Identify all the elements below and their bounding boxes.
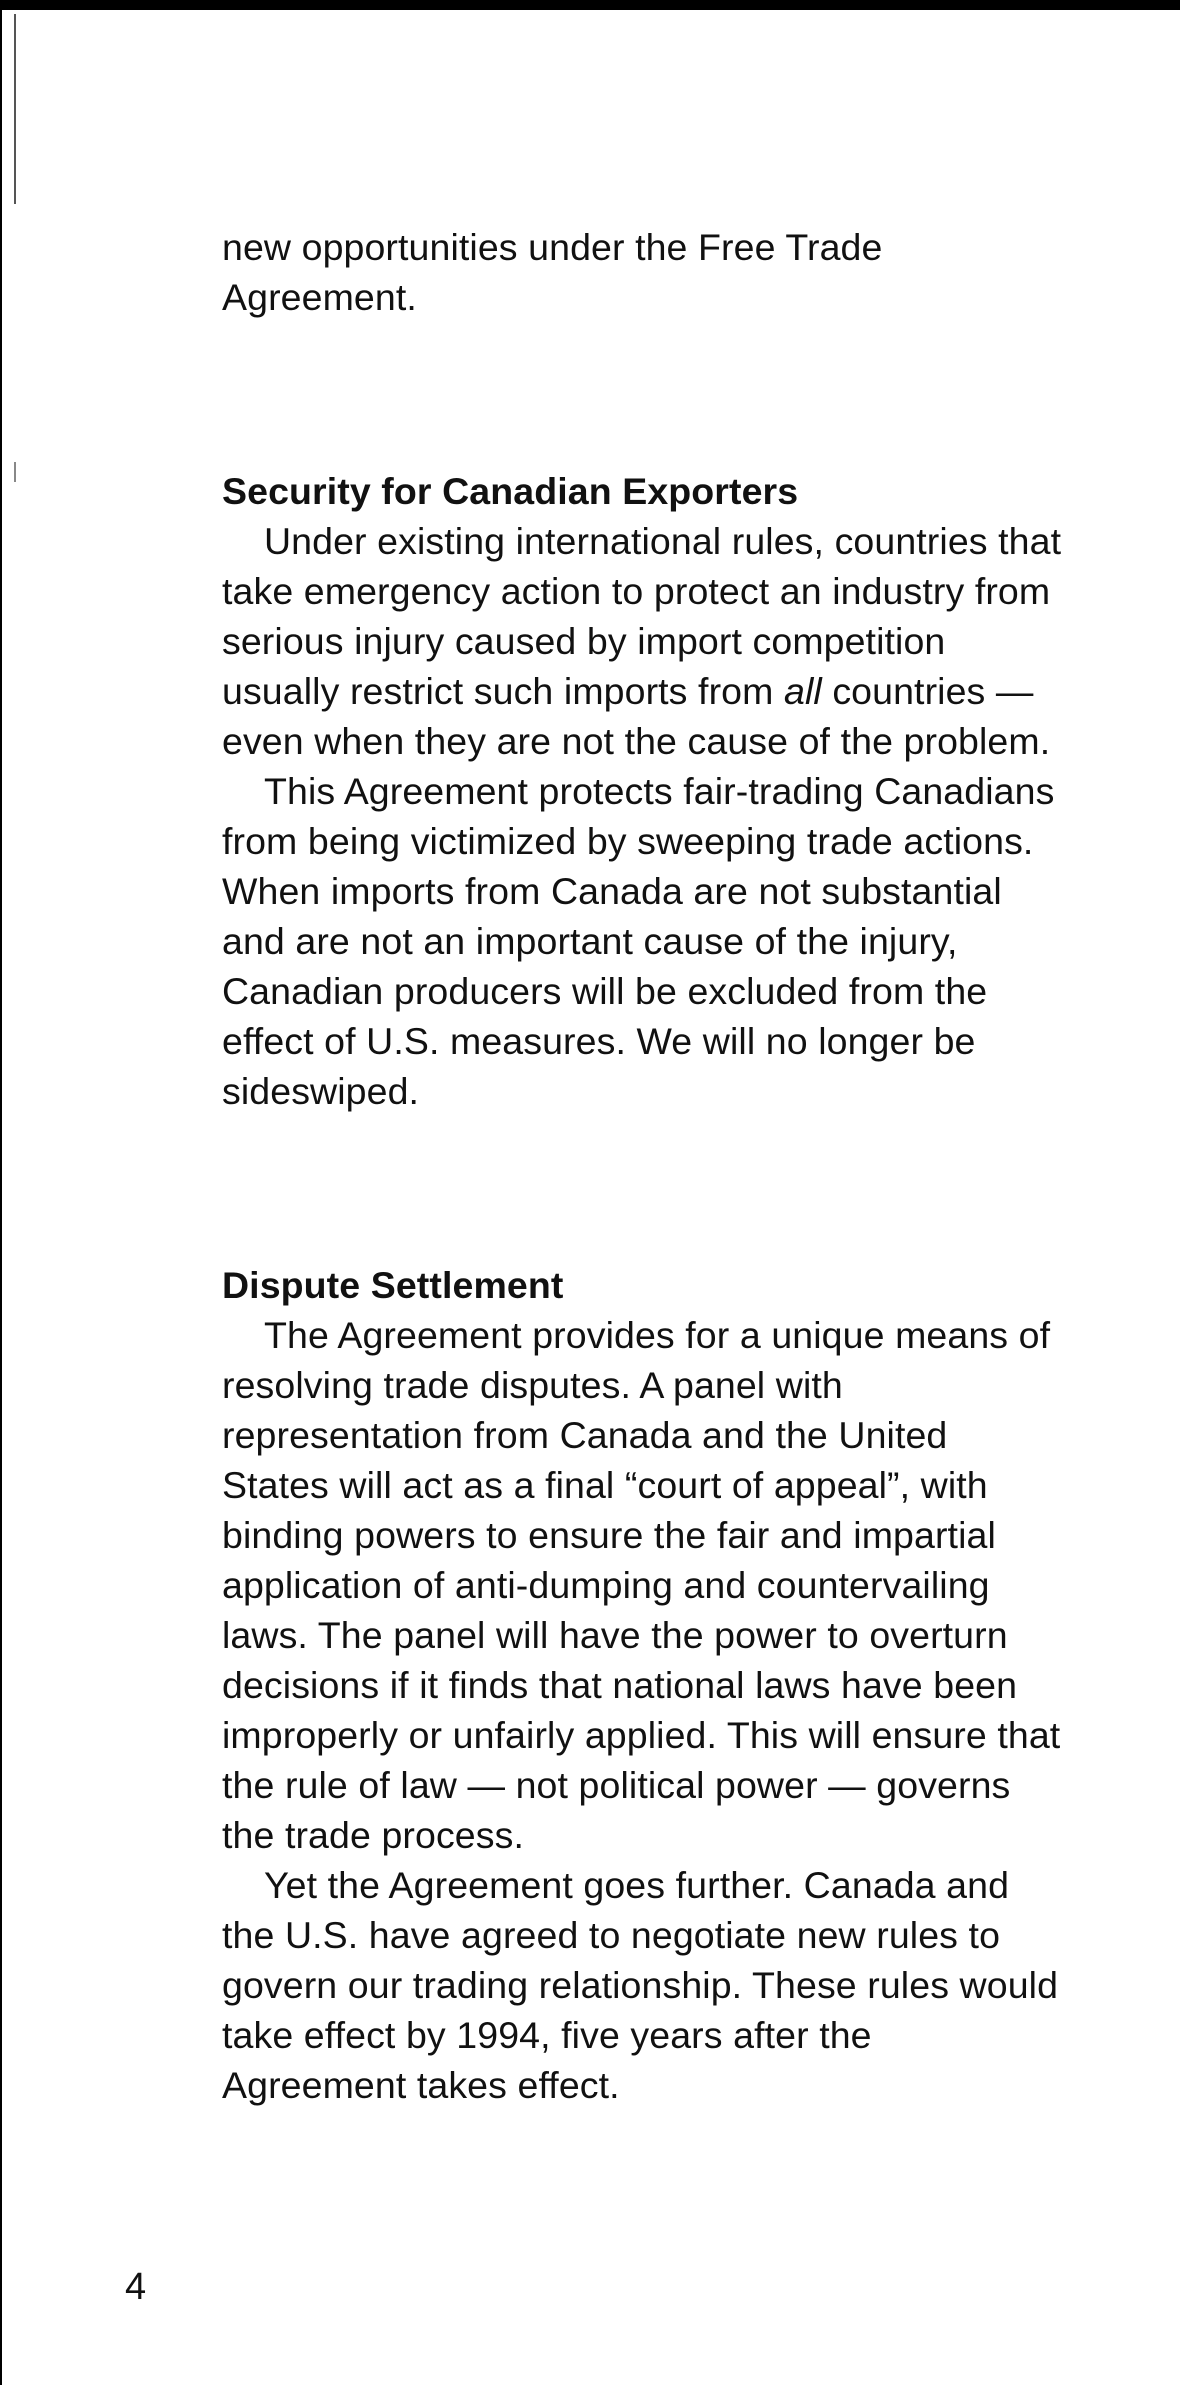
security-paragraph-1-text-b: countries — even when they are not the cause of the problem. [222, 670, 1051, 762]
scan-edge-mark [14, 14, 16, 204]
section-heading-security: Security for Canadian Exporters [222, 470, 799, 512]
section-security [222, 466, 1062, 1116]
intro-paragraph: new opportunities under the Free Trade Agreement. [222, 226, 883, 318]
section-dispute [222, 1260, 1062, 2110]
page-number: 4 [125, 2266, 147, 2308]
security-paragraph-2: This Agreement protects fair-trading Canadians from being victimized by sweeping trade actions. When imports from Canada are not substantial and are not an important cause of the injury, Canadian producers will be excluded from the effect of U.S. measures. We will no longer be sideswiped. [222, 770, 1055, 1112]
scan-edge-mark-small [14, 462, 16, 482]
dispute-paragraph-2: Yet the Agreement goes further. Canada and the U.S. have agreed to negotiate new rules to govern our trading relationship. These rules would take effect by 1994, five years after the Agreement takes effect. [222, 1864, 1059, 2106]
dispute-paragraph-1: The Agreement provides for a unique means of resolving trade disputes. A panel with representation from Canada and the United States will act as a final “court of appeal”, with binding powers to ensure the fair and impartial application of anti-dumping and countervailing laws. The panel will have the power to overturn decisions if it finds that national laws have been improperly or unfairly applied. This will ensure that the rule of law — not political power — governs the trade process. [222, 1314, 1061, 1856]
section-heading-dispute: Dispute Settlement [222, 1264, 564, 1306]
security-paragraph-1-italic: all [783, 670, 822, 712]
security-paragraph-1 [222, 516, 1062, 766]
security-paragraph-1-text-a: Under existing international rules, countries that take emergency action to protect an industry from serious injury caused by import competition usually restrict such imports from [222, 520, 1062, 712]
document-body [222, 222, 1062, 2110]
